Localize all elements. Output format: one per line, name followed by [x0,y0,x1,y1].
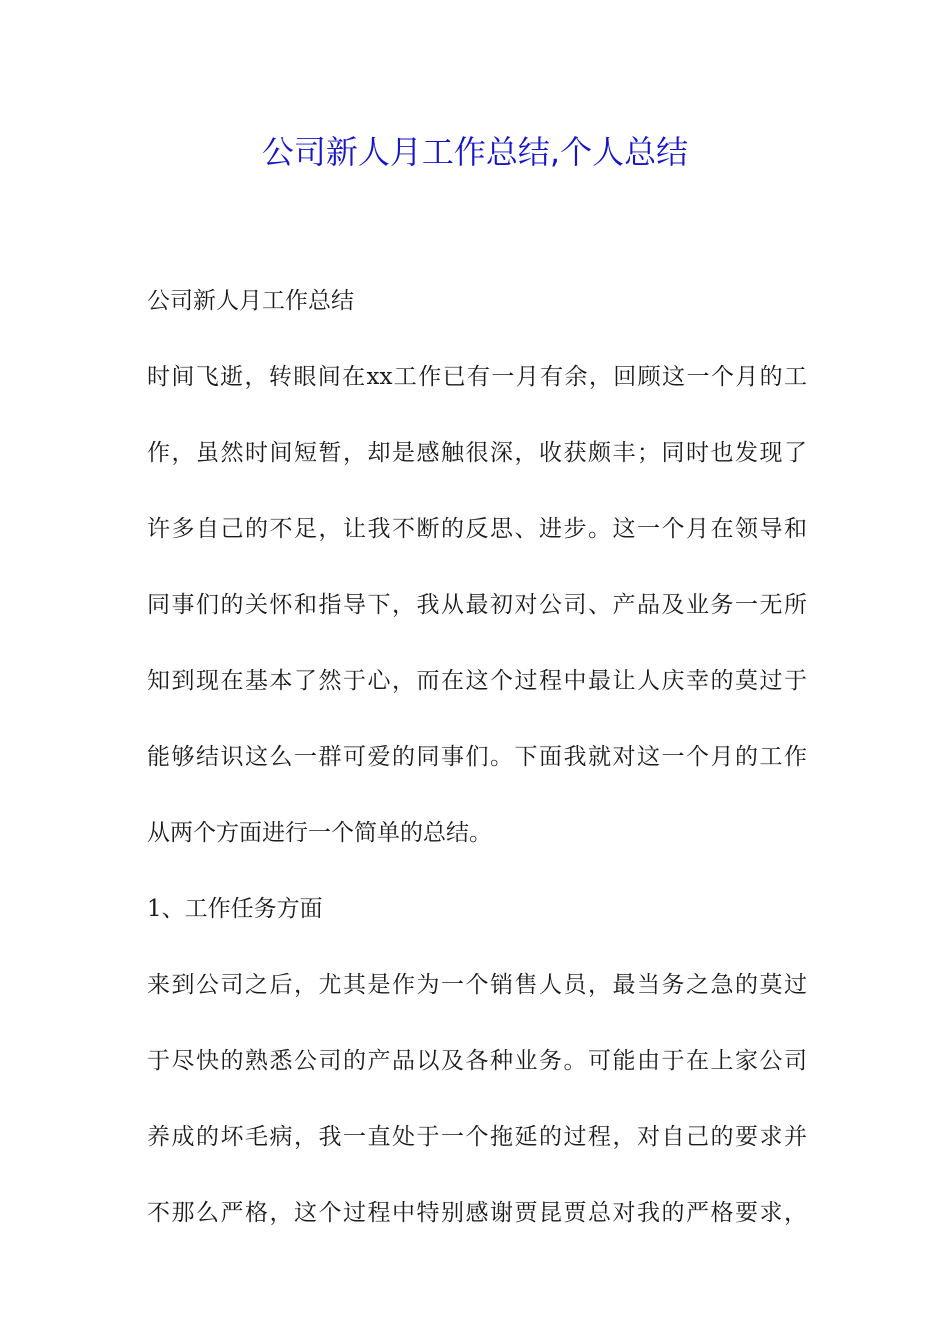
text-line: 公司新人月工作总结 [147,288,354,314]
text-line: 作，虽然时间短暂，却是感触很深，收获颇丰；同时也发现了 [147,440,807,466]
text-line: 来到公司之后，尤其是作为一个销售人员，最当务之急的莫过 [147,972,807,998]
text-line: 时间飞逝，转眼间在xx工作已有一月有余，回顾这一个月的工 [147,364,807,390]
document-title: 公司新人月工作总结,个人总结 [261,133,689,171]
text-line: 不那么严格，这个过程中特别感谢贾昆贾总对我的严格要求， [147,1200,807,1226]
text-line: 1、工作任务方面 [147,896,323,922]
text-line: 知到现在基本了然于心，而在这个过程中最让人庆幸的莫过于 [147,668,807,694]
text-line: 能够结识这么一群可爱的同事们。下面我就对这一个月的工作 [147,744,807,770]
text-line: 同事们的关怀和指导下，我从最初对公司、产品及业务一无所 [147,592,807,618]
text-line: 于尽快的熟悉公司的产品以及各种业务。可能由于在上家公司 [147,1048,807,1074]
text-line: 许多自己的不足，让我不断的反思、进步。这一个月在领导和 [147,516,807,542]
text-line: 养成的坏毛病，我一直处于一个拖延的过程，对自己的要求并 [147,1124,807,1150]
text-line: 从两个方面进行一个简单的总结。 [147,820,492,846]
document-body [147,263,807,1251]
